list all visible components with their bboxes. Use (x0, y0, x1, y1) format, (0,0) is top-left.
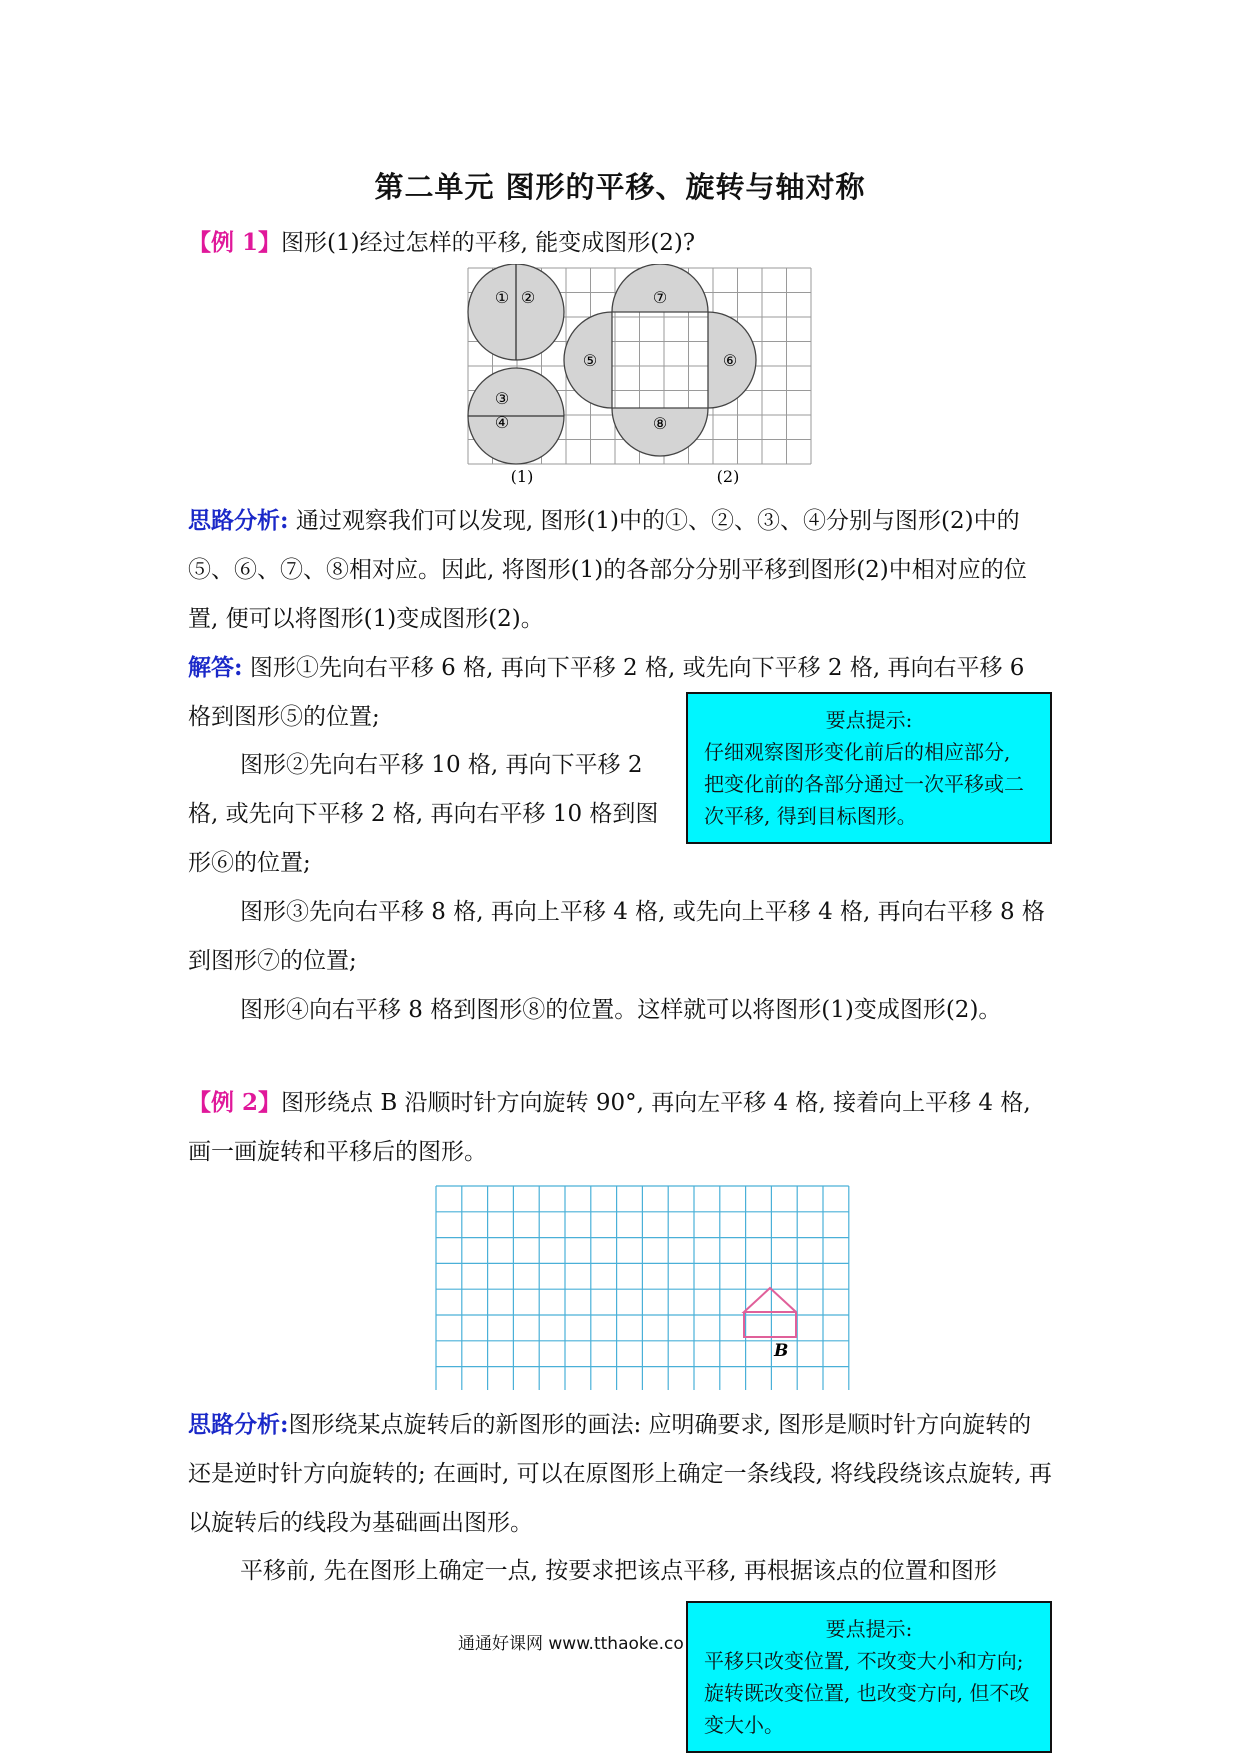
page-title: 第二单元 图形的平移、旋转与轴对称 (374, 170, 866, 204)
example2-analysis-text: 图形绕某点旋转后的新图形的画法: 应明确要求, 图形是顺时针方向旋转的还是逆时针方向旋转的; 在画时, 可以在原图形上确定一条线段, 将线段绕该点旋转, 再以旋转后的线段为基础画出图形。 (188, 1412, 1052, 1536)
example1-analysis (188, 496, 1054, 644)
example2-analysis (188, 1400, 1054, 1548)
example2-tip-box (686, 1601, 1052, 1753)
tip-title: 要点提示: (825, 708, 913, 732)
example2-analysis-2: 平移前, 先在图形上确定一点, 按要求把该点平移, 再根据该点的位置和图形 (240, 1558, 997, 1584)
example2-question-text: 图形绕点 B 沿顺时针方向旋转 90°, 再向左平移 4 格, 接着向上平移 4 格, 画一画旋转和平移后的图形。 (188, 1090, 1031, 1165)
example1-figure (466, 264, 822, 486)
example1-label: 【例 1】 (188, 229, 282, 256)
mark-7: ⑦ (652, 288, 668, 307)
example1-answer-2: 图形②先向右平移 10 格, 再向下平移 2 格, 或先向下平移 2 格, 再向右平移 10 格到图形⑥的位置; (188, 752, 659, 876)
example1-analysis-text: 通过观察我们可以发现, 图形(1)中的①、②、③、④分别与图形(2)中的⑤、⑥、⑦、⑧相对应。因此, 将图形(1)的各部分分别平移到图形(2)中相对应的位置, 便可以将图形(1)变成图形(2)。 (188, 508, 1027, 632)
tip2-text: 平移只改变位置, 不改变大小和方向; 旋转既改变位置, 也改变方向, 但不改变大小。 (704, 1649, 1030, 1737)
point-b-label: B (774, 1341, 789, 1361)
caption-right: (2) (716, 467, 740, 486)
example1-question-text: 图形(1)经过怎样的平移, 能变成图形(2)? (281, 230, 696, 256)
mark-1: ① (494, 288, 510, 307)
footer-site: 通通好课网 www.tthaoke.co (458, 1634, 684, 1654)
mark-3: ③ (494, 389, 510, 408)
tip-text: 仔细观察图形变化前后的相应部分, 把变化前的各部分通过一次平移或二次平移, 得到目标图形。 (704, 740, 1024, 828)
example1-tip-box (686, 692, 1052, 844)
example2-label: 【例 2】 (188, 1089, 282, 1116)
mark-6: ⑥ (722, 351, 738, 370)
example1-answer-3: 图形③先向右平移 8 格, 再向上平移 4 格, 或先向上平移 4 格, 再向右平移 8 格到图形⑦的位置; (188, 899, 1045, 974)
mark-5: ⑤ (582, 351, 598, 370)
tip2-title: 要点提示: (825, 1617, 913, 1641)
example1-answer-4: 图形④向右平移 8 格到图形⑧的位置。这样就可以将图形(1)变成图形(2)。 (240, 997, 1002, 1023)
caption-left: (1) (510, 467, 534, 486)
example1-analysis-label: 思路分析: (188, 507, 289, 534)
example1-answer-label: 解答: (188, 654, 243, 681)
mark-4: ④ (494, 413, 510, 432)
house-shape (744, 1288, 796, 1337)
mark-2: ② (520, 288, 536, 307)
mark-8: ⑧ (652, 414, 668, 433)
example2-analysis-label: 思路分析: (188, 1411, 289, 1438)
example1-answer-line1: 图形①先向右平移 6 格, 再向下平移 2 格, 或先向下平移 2 格, 再向右平移 6 格到图形⑤的位置; (188, 655, 1025, 730)
example1-question (188, 218, 1054, 268)
left-figure (468, 264, 564, 464)
example2-question (188, 1078, 1054, 1177)
example2-figure (434, 1184, 850, 1390)
